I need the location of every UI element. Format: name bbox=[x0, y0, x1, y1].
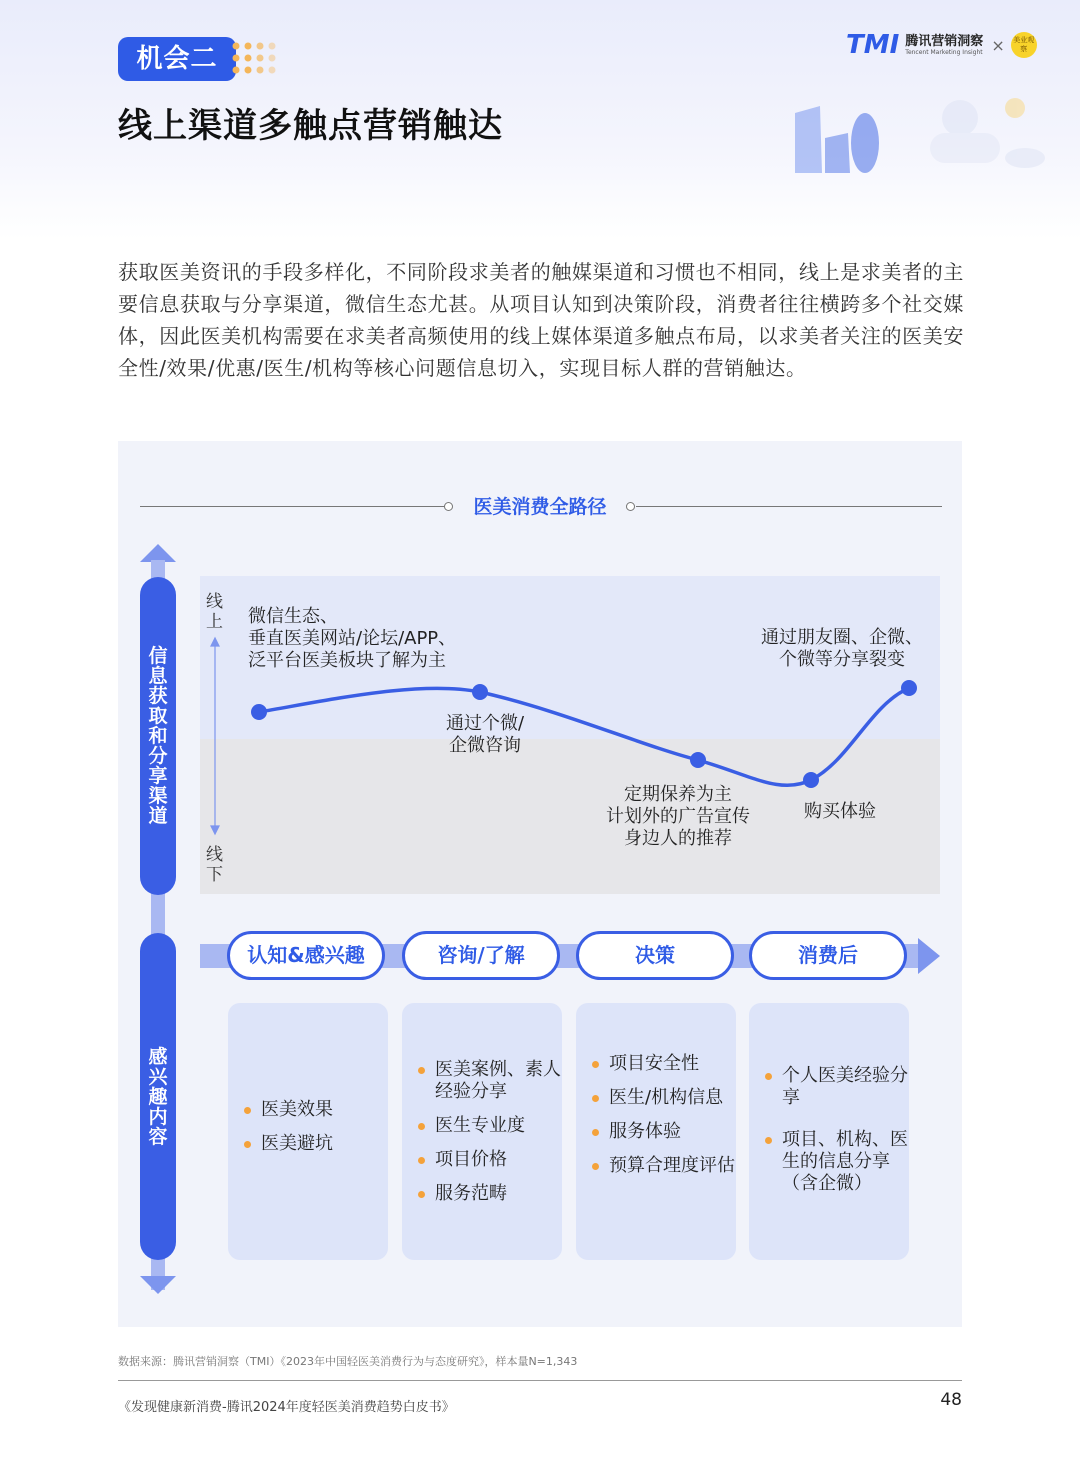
list-item: 医美避坑 bbox=[228, 1133, 388, 1155]
card-consult bbox=[402, 1003, 562, 1260]
list-item: 医生专业度 bbox=[402, 1115, 562, 1137]
list-item: 医美案例、素人经验分享 bbox=[402, 1059, 562, 1103]
channels-bar-label: 信息获取和分享渠道 bbox=[148, 645, 168, 827]
stage-consult: 咨询/了解 bbox=[402, 931, 560, 980]
logo-mark: TMI bbox=[846, 30, 900, 60]
annotation-share: 通过朋友圈、企微、 个微等分享裂变 bbox=[761, 627, 923, 670]
curve-point-5 bbox=[901, 680, 917, 696]
online-offline-axis bbox=[211, 638, 219, 834]
footer-title: 《发现健康新消费-腾讯2024年度轻医美消费趋势白皮书》 bbox=[118, 1400, 455, 1415]
annotation-awareness: 微信生态、 垂直医美网站/论坛/APP、 泛平台医美板块了解为主 bbox=[248, 606, 457, 671]
list-item: 项目、机构、医生的信息分享（含企微） bbox=[749, 1129, 909, 1195]
interests-bar-label: 感兴趣内容 bbox=[148, 1045, 168, 1148]
axis-online-label: 线上 bbox=[206, 592, 223, 632]
axis-offline-label: 线下 bbox=[206, 845, 223, 885]
annotation-decision: 定期保养为主 计划外的广告宣传 身边人的推荐 bbox=[606, 784, 750, 849]
list-item: 服务范畴 bbox=[402, 1183, 562, 1205]
stage-post-purchase: 消费后 bbox=[749, 931, 907, 980]
interests-bar bbox=[140, 933, 176, 1260]
card-awareness bbox=[228, 1003, 388, 1260]
stage-awareness: 认知&感兴趣 bbox=[227, 931, 385, 980]
list-item: 项目价格 bbox=[402, 1149, 562, 1171]
card-decision bbox=[576, 1003, 736, 1260]
diagram-title: 医美消费全路径 bbox=[473, 496, 607, 518]
data-source-note: 数据来源：腾讯营销洞察（TMI）《2023年中国轻医美消费行为与态度研究》，样本量N=1,343 bbox=[118, 1355, 578, 1368]
annotation-purchase: 购买体验 bbox=[804, 801, 876, 822]
intro-paragraph: 获取医美资讯的手段多样化，不同阶段求美者的触媒渠道和习惯也不相同，线上是求美者的主要信息获取与分享渠道，微信生态尤甚。从项目认知到决策阶段，消费者往往横跨多个社交媒体，因此医美机构需要在求美者高频使用的线上媒体渠道多触点布局，以求美者关注的医美安全性/效果/优惠/医生/机构等核心问题信息切入，实现目标人群的营销触达。 bbox=[118, 260, 964, 380]
curve-point-1 bbox=[251, 704, 267, 720]
list-item: 服务体验 bbox=[576, 1121, 736, 1143]
list-item: 预算合理度评估 bbox=[576, 1155, 736, 1177]
card-post-purchase bbox=[749, 1003, 909, 1260]
page-title: 线上渠道多触点营销触达 bbox=[118, 106, 503, 146]
logo-name-cn: 腾讯营销洞察 bbox=[905, 33, 984, 49]
page-number: 48 bbox=[940, 1390, 962, 1410]
channels-bar bbox=[140, 577, 176, 895]
list-item: 个人医美经验分享 bbox=[749, 1065, 909, 1109]
logo-name-en: Tencent Marketing Insight bbox=[905, 48, 983, 56]
curve-point-3 bbox=[690, 752, 706, 768]
list-item: 医美效果 bbox=[228, 1099, 388, 1121]
section-tag: 机会二 bbox=[118, 37, 236, 81]
stage-decision: 决策 bbox=[576, 931, 734, 980]
partner-badge: 美业观察 bbox=[1011, 32, 1037, 58]
journey-curve bbox=[259, 688, 909, 785]
annotation-consult: 通过个微/ 企微咨询 bbox=[445, 713, 525, 756]
curve-point-2 bbox=[472, 684, 488, 700]
list-item: 项目安全性 bbox=[576, 1053, 736, 1075]
footer-divider bbox=[118, 1380, 962, 1381]
logo-separator: × bbox=[991, 35, 1005, 55]
list-item: 医生/机构信息 bbox=[576, 1087, 736, 1109]
curve-point-4 bbox=[803, 772, 819, 788]
